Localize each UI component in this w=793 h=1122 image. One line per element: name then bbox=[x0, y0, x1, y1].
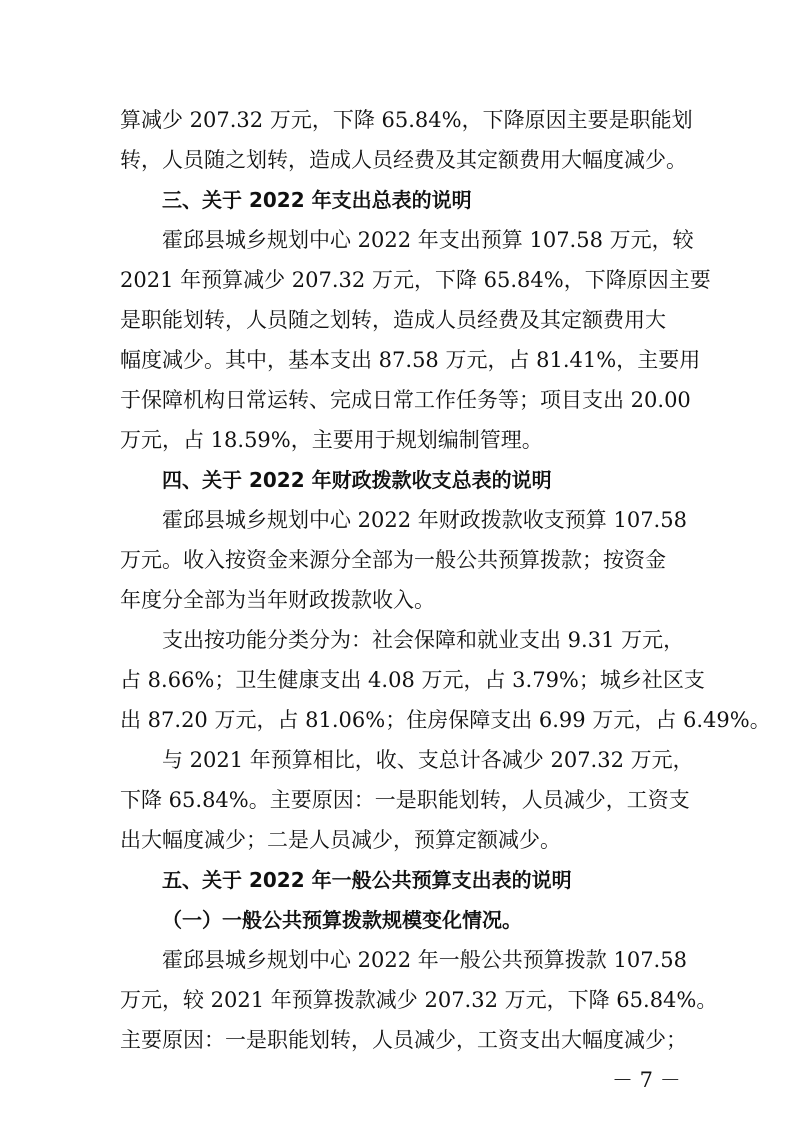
body-text-line: 出 87.20 万元，占 81.06%；住房保障支出 6.99 万元，占 6.49%。 bbox=[120, 708, 771, 732]
section-heading-3: 三、关于 2022 年支出总表的说明 bbox=[162, 188, 472, 212]
body-text-line: 万元，占 18.59%，主要用于规划编制管理。 bbox=[120, 428, 543, 452]
body-text-line: 万元，较 2021 年预算拨款减少 207.32 万元，下降 65.84%。 bbox=[120, 988, 718, 1012]
page-number: － 7 － bbox=[612, 1068, 681, 1092]
body-text-line: 霍邱县城乡规划中心 2022 年一般公共预算拨款 107.58 bbox=[162, 948, 687, 972]
body-text-line: 万元。收入按资金来源分全部为一般公共预算拨款；按资金 bbox=[120, 548, 666, 572]
body-text-line: 是职能划转，人员随之划转，造成人员经费及其定额费用大 bbox=[120, 308, 666, 332]
body-text-line: 2021 年预算减少 207.32 万元，下降 65.84%，下降原因主要 bbox=[120, 268, 711, 292]
body-text-line: 霍邱县城乡规划中心 2022 年财政拨款收支预算 107.58 bbox=[162, 508, 687, 532]
body-text-line: 霍邱县城乡规划中心 2022 年支出预算 107.58 万元，较 bbox=[162, 228, 694, 252]
subsection-heading-1: （一）一般公共预算拨款规模变化情况。 bbox=[162, 908, 522, 932]
body-text-line: 算减少 207.32 万元，下降 65.84%，下降原因主要是职能划 bbox=[120, 108, 693, 132]
body-text-line: 下降 65.84%。主要原因：一是职能划转，人员减少，工资支 bbox=[120, 788, 690, 812]
body-text-line: 于保障机构日常运转、完成日常工作任务等；项目支出 20.00 bbox=[120, 388, 691, 412]
body-text-line: 出大幅度减少；二是人员减少，预算定额减少。 bbox=[120, 828, 561, 852]
body-text-line: 主要原因：一是职能划转，人员减少，工资支出大幅度减少； bbox=[120, 1028, 687, 1052]
body-text-line: 与 2021 年预算相比，收、支总计各减少 207.32 万元， bbox=[162, 748, 694, 772]
section-heading-4: 四、关于 2022 年财政拨款收支总表的说明 bbox=[162, 468, 552, 492]
section-heading-5: 五、关于 2022 年一般公共预算支出表的说明 bbox=[162, 868, 572, 892]
body-text-line: 年度分全部为当年财政拨款收入。 bbox=[120, 588, 435, 612]
body-text-line: 支出按功能分类分为：社会保障和就业支出 9.31 万元， bbox=[162, 628, 685, 652]
body-text-line: 转，人员随之划转，造成人员经费及其定额费用大幅度减少。 bbox=[120, 148, 687, 172]
body-text-line: 占 8.66%；卫生健康支出 4.08 万元，占 3.79%；城乡社区支 bbox=[120, 668, 705, 692]
body-text-line: 幅度减少。其中，基本支出 87.58 万元，占 81.41%，主要用 bbox=[120, 348, 701, 372]
